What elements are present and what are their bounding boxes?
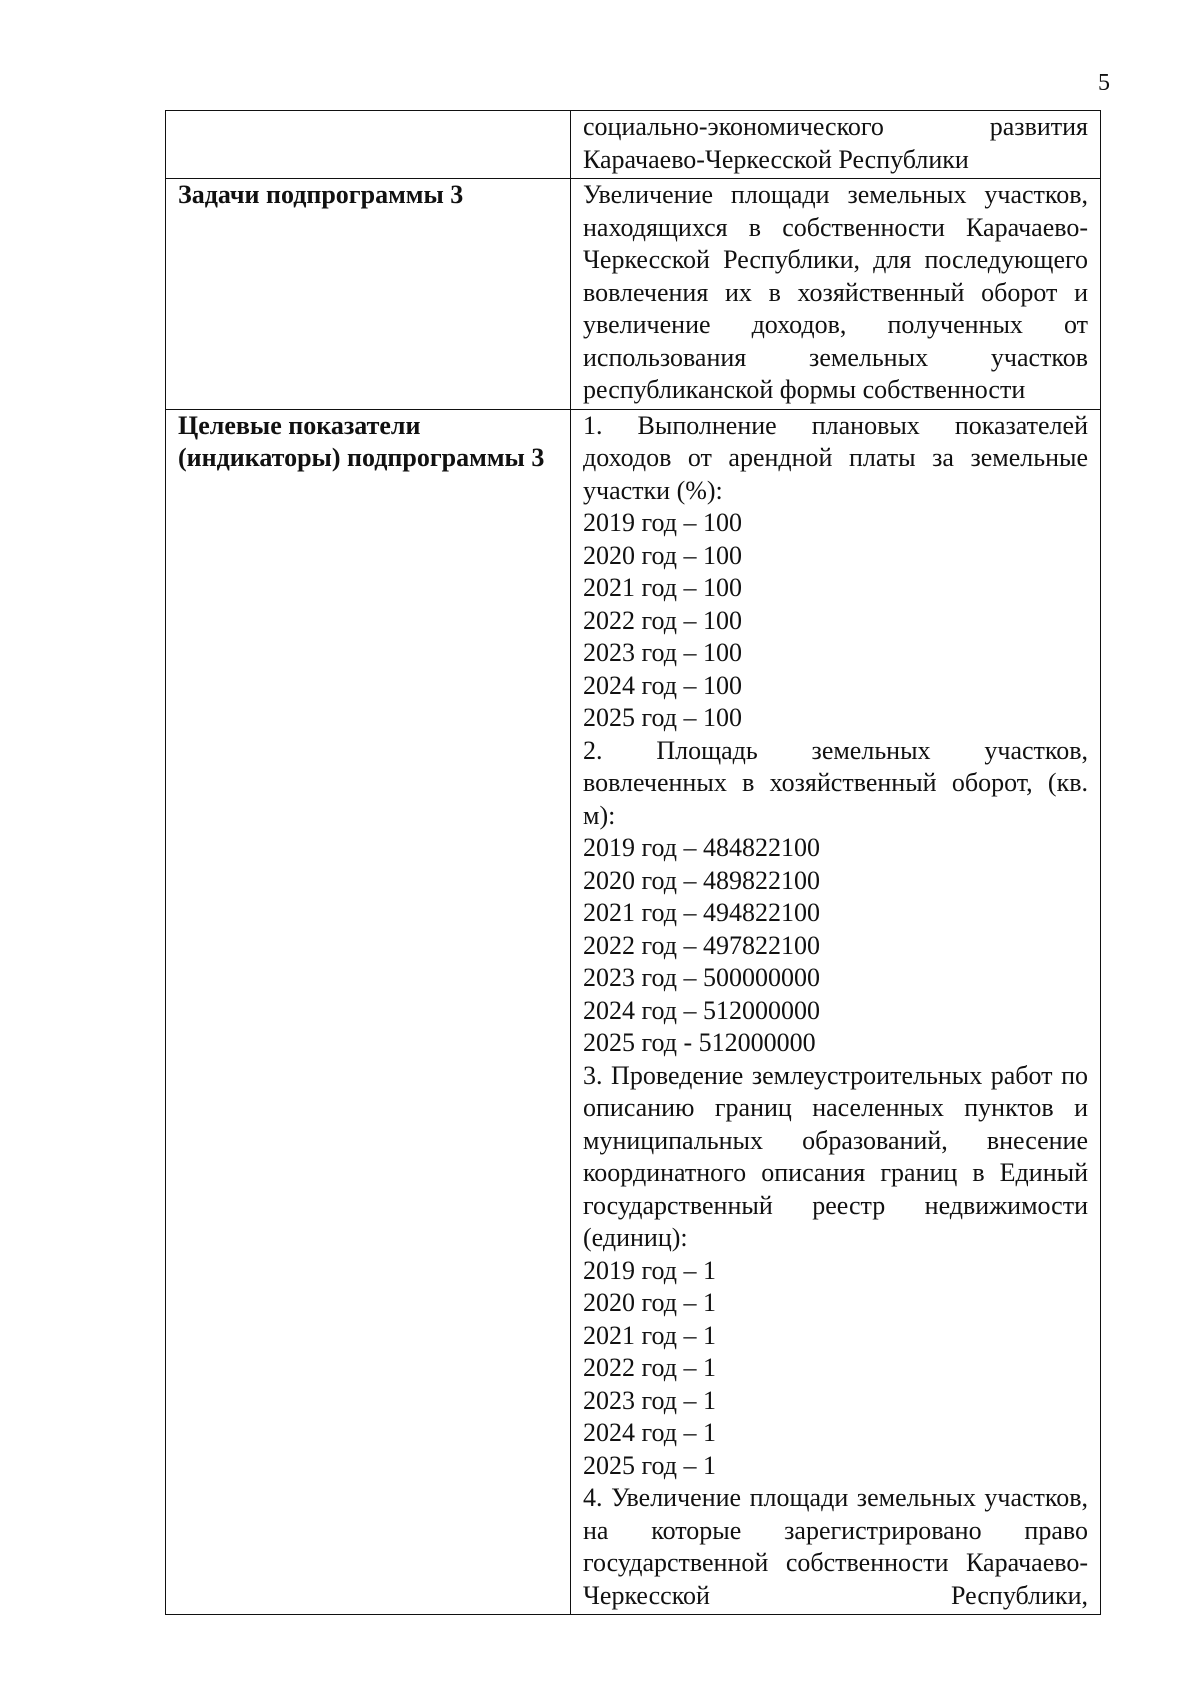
row-label xyxy=(166,111,571,179)
row-value-indicators xyxy=(571,409,1101,1615)
indicator-2-year: 2025 год - 512000000 xyxy=(583,1028,816,1057)
indicator-1-year: 2021 год – 100 xyxy=(583,573,742,602)
indicator-3-year: 2022 год – 1 xyxy=(583,1353,716,1382)
indicator-3-year: 2021 год – 1 xyxy=(583,1320,716,1350)
table-row xyxy=(166,179,1101,410)
indicator-1-year: 2022 год – 100 xyxy=(583,605,742,635)
indicator-3-year: 2025 год – 1 xyxy=(583,1450,716,1480)
row-label-tasks: Задачи подпрограммы 3 xyxy=(166,179,571,410)
indicator-3-year: 2023 год – 1 xyxy=(583,1385,716,1415)
indicator-2-year: 2020 год – 489822100 xyxy=(583,865,820,895)
indicator-1-year: 2020 год – 100 xyxy=(583,540,742,570)
indicator-1-year: 2023 год – 100 xyxy=(583,638,742,667)
indicator-2-year: 2022 год – 497822100 xyxy=(583,930,820,960)
row-value xyxy=(571,111,1101,179)
indicator-1-year: 2024 год – 100 xyxy=(583,670,742,700)
row-value-tasks xyxy=(571,179,1101,410)
page-number: 5 xyxy=(1098,70,1110,96)
indicator-3-year: 2024 год – 1 xyxy=(583,1418,716,1447)
indicator-2-year: 2024 год – 512000000 xyxy=(583,995,820,1025)
passport-table xyxy=(165,110,1101,1615)
indicator-1-year: 2019 год – 100 xyxy=(583,508,742,537)
indicator-2-title: 2. Площадь земельных участков, вовлеченных в хозяйственный оборот, (кв. м): xyxy=(583,735,1088,830)
table-row xyxy=(166,111,1101,179)
indicator-1-year: 2025 год – 100 xyxy=(583,703,742,732)
indicator-3-year: 2020 год – 1 xyxy=(583,1288,716,1317)
indicator-2-year: 2023 год – 500000000 xyxy=(583,963,820,992)
tasks-text: Увеличение площади земельных участков, находящихся в собственности Карачаево-Черкесской Республики, для последующего вовлечения их в хозяйственный оборот и увеличение доходов, полученных от использования земельных участков республиканской формы собственности xyxy=(583,180,1088,404)
indicator-1-title: 1. Выполнение плановых показателей доходов от арендной платы за земельные участки (%): xyxy=(583,410,1088,505)
indicator-3-title: 3. Проведение землеустроительных работ по описанию границ населенных пунктов и муниципальных образований, внесение координатного описания границ в Единый государственный реестр недвижимости (единиц): xyxy=(583,1060,1088,1252)
row-value-text: социально-экономического развития Карачаево-Черкесской Республики xyxy=(583,112,1088,174)
indicator-2-year: 2019 год – 484822100 xyxy=(583,833,820,862)
row-label-indicators: Целевые показатели (индикаторы) подпрограммы 3 xyxy=(166,409,571,1615)
indicator-2-year: 2021 год – 494822100 xyxy=(583,898,820,927)
indicator-4-title: 4. Увеличение площади земельных участков, на которые зарегистрировано право государственной собственности Карачаево-Черкесской Республики, xyxy=(583,1483,1088,1610)
table-row xyxy=(166,409,1101,1615)
indicator-3-year: 2019 год – 1 xyxy=(583,1255,716,1285)
